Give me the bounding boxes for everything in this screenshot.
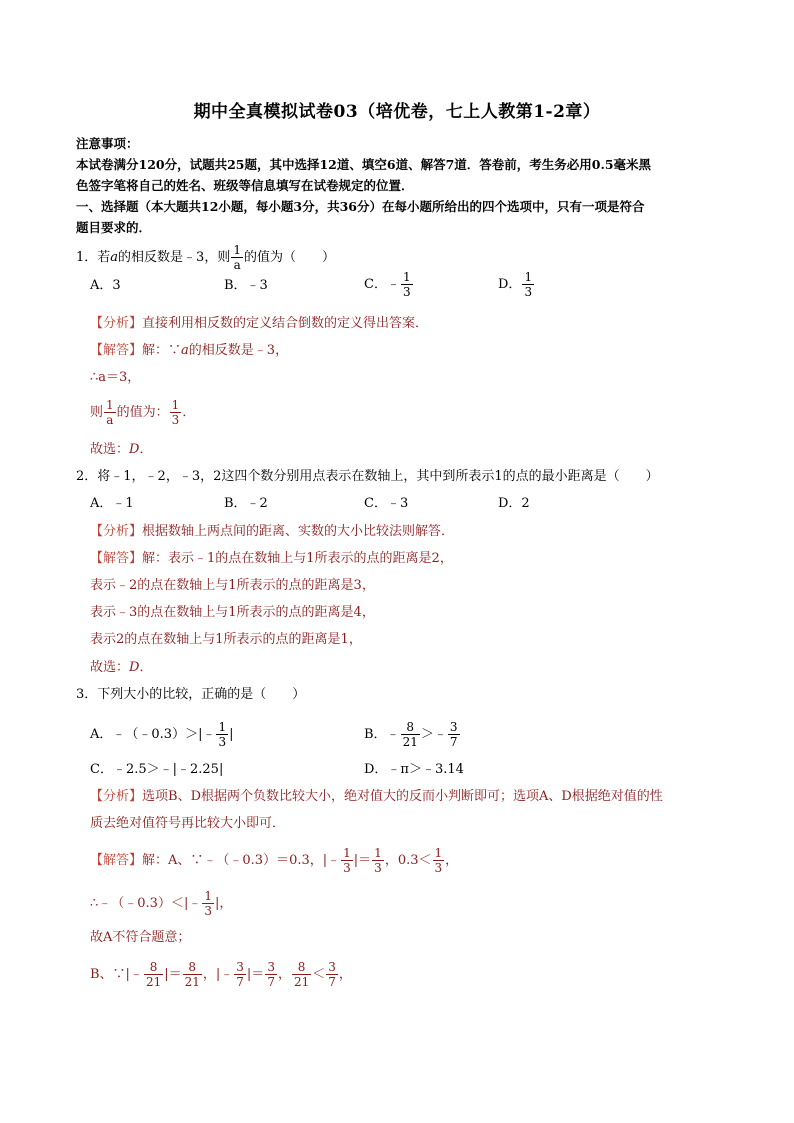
choice-text: 故选： (90, 660, 130, 675)
frac-denominator: 3 (524, 285, 533, 299)
answer-text: 解：A、∵﹣（﹣0.3）＝0.3，|﹣ (142, 853, 341, 868)
frac-denominator: 3 (204, 904, 212, 918)
answer-text: ∴﹣（﹣0.3）＜|﹣ (90, 896, 202, 911)
q1-stem-part: 1．若 (76, 250, 111, 265)
frac-numerator: 1 (204, 889, 212, 903)
frac-numerator: 8 (183, 960, 202, 975)
q2-answer-line-3: 表示﹣3的点在数轴上与1所表示的点的距离是4， (90, 605, 375, 620)
frac-numerator: 1 (524, 270, 533, 284)
analysis-text: 根据数轴上两点间的距离、实数的大小比较法则解答． (142, 524, 455, 539)
q3-option-b (364, 720, 461, 749)
frac-denominator: 7 (267, 975, 275, 989)
q1-answer-line-3 (90, 398, 195, 427)
q2-option-c: C．﹣3 (364, 496, 409, 511)
opt-fraction (522, 270, 534, 299)
frac-numerator: 1 (343, 846, 351, 860)
answer-text: ，0.3＜ (384, 853, 432, 868)
section-heading-2: 题目要求的． (76, 220, 152, 235)
answer-text: ． (182, 405, 196, 420)
frac-denominator: 21 (293, 975, 310, 989)
q2-analysis (90, 522, 454, 542)
answer-fraction (104, 398, 116, 427)
q1-stem-part: 的值为（ ） (243, 250, 335, 265)
q1-option-a: A．3 (90, 278, 121, 293)
answer-fraction (234, 960, 246, 989)
answer-tag: 【解答】 (90, 551, 143, 566)
answer-text: |＝ (353, 853, 372, 868)
opt-fraction (448, 720, 460, 749)
q2-option-a: A．﹣1 (90, 496, 134, 511)
q1-option-c (364, 270, 414, 299)
answer-fraction (433, 846, 445, 875)
q1-analysis (90, 314, 428, 334)
answer-fraction (341, 846, 353, 875)
section-heading-1: 一、选择题（本大题共12小题，每小题3分，共36分）在每小题所给出的四个选项中，只有一项是符合 (76, 199, 645, 214)
q2-option-d: D．2 (498, 496, 530, 511)
q1-fraction (231, 243, 243, 272)
choice-letter: D (129, 442, 140, 457)
frac-numerator: 1 (171, 398, 180, 412)
opt-prefix: C．﹣ (364, 277, 400, 292)
frac-denominator: 3 (343, 861, 351, 875)
question-2-stem: 2．将﹣1，﹣2，﹣3，2这四个数分别用点表示在数轴上，其中到所表示1的点的最小距离是（ ） (76, 469, 659, 484)
answer-text: 则 (90, 405, 104, 420)
q1-variable: a (110, 250, 119, 265)
notice-heading: 注意事项： (76, 136, 139, 151)
frac-denominator: 21 (184, 975, 200, 989)
opt-text: B．﹣ (364, 727, 400, 742)
frac-numerator: 1 (233, 243, 241, 257)
frac-denominator: 3 (374, 861, 382, 875)
frac-denominator: 3 (402, 285, 411, 299)
frac-denominator: 21 (402, 735, 418, 749)
opt-text: | (229, 727, 234, 742)
frac-denominator: a (106, 413, 114, 427)
frac-numerator: 1 (402, 270, 411, 284)
q3-answer-line-3: 故A不符合题意； (90, 930, 191, 945)
q1-option-d (498, 270, 535, 299)
frac-numerator: 1 (374, 846, 382, 860)
frac-denominator: 3 (218, 735, 227, 749)
answer-fraction (202, 889, 214, 918)
question-3-stem: 3．下列大小的比较，正确的是（ ） (76, 687, 306, 702)
q3-answer-line-4 (90, 960, 352, 989)
answer-fraction (265, 960, 277, 989)
frac-denominator: 3 (434, 861, 443, 875)
answer-text: ， (277, 967, 291, 982)
frac-denominator: 3 (171, 413, 180, 427)
answer-fraction (292, 960, 311, 989)
answer-text: 的相反数是﹣3， (188, 343, 289, 358)
answer-text: 解：表示﹣1的点在数轴上与1所表示的点的距离是2， (142, 551, 453, 566)
q2-answer-line-1 (90, 549, 453, 569)
frac-numerator: 8 (292, 960, 311, 975)
q2-option-b: B．﹣2 (224, 496, 268, 511)
frac-numerator: 3 (328, 960, 336, 974)
q1-answer-line-2: ∴a＝3， (90, 370, 141, 385)
frac-numerator: 3 (267, 960, 275, 974)
opt-text: A．﹣（﹣0.3）＞|﹣ (90, 727, 216, 742)
frac-denominator: 7 (328, 975, 336, 989)
answer-variable: a (181, 343, 189, 358)
frac-numerator: 3 (449, 720, 458, 734)
q3-analysis-line-2: 质去绝对值符号再比较大小即可． (90, 816, 286, 831)
answer-text: ， (445, 853, 459, 868)
q3-option-c: C．﹣2.5＞﹣|﹣2.25| (90, 762, 224, 777)
frac-numerator: 1 (106, 398, 114, 412)
analysis-text: 直接利用相反数的定义结合倒数的定义得出答案． (142, 316, 429, 331)
frac-numerator: 1 (434, 846, 443, 860)
q3-analysis-line-1 (90, 787, 663, 807)
answer-fraction (326, 960, 338, 989)
q3-answer-line-1 (90, 846, 458, 875)
analysis-tag: 【分析】 (90, 316, 143, 331)
answer-text: |＝ (164, 967, 182, 982)
answer-text: 的值为： (116, 405, 169, 420)
answer-text: 解：∵ (142, 343, 182, 358)
answer-text: ， (338, 967, 352, 982)
frac-denominator: 21 (145, 975, 162, 989)
opt-fraction (216, 720, 228, 749)
answer-text: ，|﹣ (202, 967, 234, 982)
choice-text: ． (139, 660, 153, 675)
answer-text: |， (214, 896, 233, 911)
notice-line-2: 色签字笔将自己的姓名、班级等信息填写在试卷规定的位置． (76, 178, 414, 193)
choice-letter: D (129, 660, 140, 675)
q1-stem-part: 的相反数是﹣3，则 (118, 250, 231, 265)
notice-line-1: 本试卷满分120分，试题共25题，其中选择12道、填空6道、解答7道．答卷前，考生务必用0.5毫米黑 (76, 157, 652, 172)
q1-answer-line-1 (90, 341, 288, 361)
answer-tag: 【解答】 (90, 853, 143, 868)
choice-text: 故选： (90, 442, 130, 457)
frac-numerator: 8 (401, 720, 420, 735)
question-1-stem (76, 243, 335, 272)
frac-numerator: 3 (236, 960, 244, 974)
frac-denominator: 7 (236, 975, 244, 989)
choice-text: ． (139, 442, 153, 457)
analysis-tag: 【分析】 (90, 524, 143, 539)
frac-denominator: a (233, 258, 241, 272)
page-title: 期中全真模拟试卷03（培优卷，七上人教第1-2章） (193, 102, 601, 122)
answer-text: B、∵|﹣ (90, 967, 143, 982)
answer-text: |＝ (246, 967, 265, 982)
q2-choice (90, 658, 152, 678)
q2-answer-line-4: 表示2的点在数轴上与1所表示的点的距离是1， (90, 632, 362, 647)
frac-numerator: 8 (144, 960, 163, 975)
answer-fraction (170, 398, 182, 427)
answer-fraction (183, 960, 202, 989)
opt-prefix: D． (498, 277, 522, 292)
q3-option-a (90, 720, 233, 749)
q3-answer-line-2 (90, 889, 232, 918)
frac-numerator: 1 (218, 720, 227, 734)
opt-fraction (401, 270, 413, 299)
q2-answer-line-2: 表示﹣2的点在数轴上与1所表示的点的距离是3， (90, 578, 375, 593)
q1-choice (90, 440, 152, 460)
answer-tag: 【解答】 (90, 343, 143, 358)
answer-fraction (372, 846, 384, 875)
analysis-tag: 【分析】 (90, 789, 143, 804)
q3-option-d: D．﹣π＞﹣3.14 (364, 762, 464, 777)
q1-option-b: B．﹣3 (224, 278, 268, 293)
answer-fraction (144, 960, 163, 989)
answer-text: ＜ (312, 967, 326, 982)
opt-text: ＞﹣ (420, 727, 447, 742)
opt-fraction (401, 720, 420, 749)
analysis-text: 选项B、D根据两个负数比较大小，绝对值大的反而小判断即可；选项A、D根据绝对值的性 (142, 789, 663, 804)
frac-denominator: 7 (449, 735, 458, 749)
